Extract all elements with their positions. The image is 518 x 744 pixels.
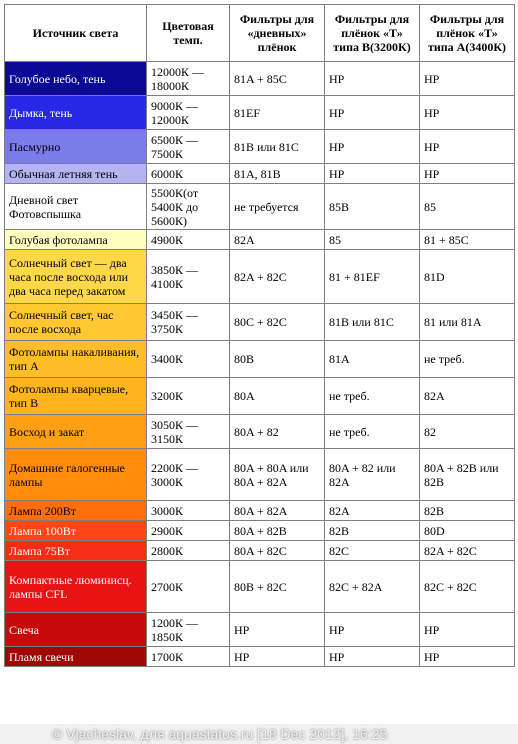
table-row xyxy=(5,415,515,449)
type-b-filter-cell: 82B xyxy=(325,521,420,541)
type-a-filter-cell: НР xyxy=(420,130,515,164)
daylight-filter-cell: 82A xyxy=(230,230,325,250)
type-a-filter-cell: 82B xyxy=(420,501,515,521)
watermark: © Vjacheslav, для aquastatus.ru [18 Dec 2012], 16:25 xyxy=(0,724,518,744)
daylight-filter-cell: 81A, 81B xyxy=(230,164,325,184)
color-temperature-cell: 3050К — 3150К xyxy=(147,415,230,449)
light-source-cell: Фотолампы накаливания, тип А xyxy=(5,341,147,378)
light-source-cell: Солнечный свет, час после восхода xyxy=(5,304,147,341)
type-b-filter-cell: 82C xyxy=(325,541,420,561)
daylight-filter-cell: 80A xyxy=(230,378,325,415)
table-row xyxy=(5,62,515,96)
type-b-filter-cell: НР xyxy=(325,613,420,647)
table-row xyxy=(5,230,515,250)
light-source-cell: Голубое небо, тень xyxy=(5,62,147,96)
daylight-filter-cell: 80B xyxy=(230,341,325,378)
daylight-filter-cell: не требуется xyxy=(230,184,325,230)
type-a-filter-cell: 82A xyxy=(420,378,515,415)
daylight-filter-cell: 80A + 82B xyxy=(230,521,325,541)
type-a-filter-cell: 81D xyxy=(420,250,515,304)
table-row xyxy=(5,561,515,613)
type-a-filter-cell: 80A + 82B или 82B xyxy=(420,449,515,501)
table-row xyxy=(5,378,515,415)
header-row xyxy=(5,5,515,62)
color-temperature-cell: 3200К xyxy=(147,378,230,415)
color-temperature-cell: 3450К — 3750К xyxy=(147,304,230,341)
daylight-filter-cell: 82A + 82C xyxy=(230,250,325,304)
type-a-filter-cell: 82A + 82C xyxy=(420,541,515,561)
table-row xyxy=(5,164,515,184)
light-source-cell: Компактные люминисц. лампы CFL xyxy=(5,561,147,613)
daylight-filter-cell: 80A + 82C xyxy=(230,541,325,561)
type-a-filter-cell: 85 xyxy=(420,184,515,230)
table-row xyxy=(5,541,515,561)
table-row xyxy=(5,130,515,164)
type-b-filter-cell: 82A xyxy=(325,501,420,521)
daylight-filter-cell: 80A + 80A или 80A + 82A xyxy=(230,449,325,501)
table-row xyxy=(5,521,515,541)
light-source-cell: Дневной свет Фотовспышка xyxy=(5,184,147,230)
light-source-cell: Домашние галогенные лампы xyxy=(5,449,147,501)
type-a-filter-cell: 82C + 82C xyxy=(420,561,515,613)
light-source-cell: Лампа 75Вт xyxy=(5,541,147,561)
header-color-temperature: Цветовая темп. xyxy=(147,5,230,62)
header-type-b-film-filters: Фильтры для плёнок «Т» типа В(3200К) xyxy=(325,5,420,62)
type-b-filter-cell: НР xyxy=(325,96,420,130)
type-a-filter-cell: НР xyxy=(420,613,515,647)
light-source-cell: Пламя свечи xyxy=(5,647,147,667)
color-temperature-filter-table xyxy=(4,4,515,667)
light-source-cell: Восход и закат xyxy=(5,415,147,449)
daylight-filter-cell: НР xyxy=(230,613,325,647)
daylight-filter-cell: 81B или 81C xyxy=(230,130,325,164)
color-temperature-cell: 1700К xyxy=(147,647,230,667)
daylight-filter-cell: 81EF xyxy=(230,96,325,130)
type-b-filter-cell: 81A xyxy=(325,341,420,378)
light-source-cell: Лампа 200Вт xyxy=(5,501,147,521)
light-source-cell: Солнечный свет — два часа после восхода или два часа перед закатом xyxy=(5,250,147,304)
color-temperature-cell: 12000К — 18000К xyxy=(147,62,230,96)
color-temperature-cell: 6000К xyxy=(147,164,230,184)
table-row xyxy=(5,501,515,521)
type-b-filter-cell: 80A + 82 или 82A xyxy=(325,449,420,501)
daylight-filter-cell: НР xyxy=(230,647,325,667)
type-a-filter-cell: 81 + 85C xyxy=(420,230,515,250)
type-b-filter-cell: 81B или 81C xyxy=(325,304,420,341)
daylight-filter-cell: 80B + 82C xyxy=(230,561,325,613)
type-b-filter-cell: не треб. xyxy=(325,378,420,415)
light-source-cell: Обычная летняя тень xyxy=(5,164,147,184)
light-source-cell: Лампа 100Вт xyxy=(5,521,147,541)
type-a-filter-cell: НР xyxy=(420,647,515,667)
color-temperature-cell: 2200К — 3000К xyxy=(147,449,230,501)
type-b-filter-cell: НР xyxy=(325,62,420,96)
type-a-filter-cell: 82 xyxy=(420,415,515,449)
type-b-filter-cell: не треб. xyxy=(325,415,420,449)
type-b-filter-cell: НР xyxy=(325,130,420,164)
header-type-a-film-filters: Фильтры для плёнок «Т» типа А(3400К) xyxy=(420,5,515,62)
type-b-filter-cell: 85 xyxy=(325,230,420,250)
type-a-filter-cell: не треб. xyxy=(420,341,515,378)
light-source-cell: Голубая фотолампа xyxy=(5,230,147,250)
color-temperature-cell: 2800К xyxy=(147,541,230,561)
type-a-filter-cell: НР xyxy=(420,62,515,96)
color-temperature-cell: 2700К xyxy=(147,561,230,613)
table-row xyxy=(5,184,515,230)
type-a-filter-cell: 81 или 81A xyxy=(420,304,515,341)
header-daylight-film-filters: Фильтры для «дневных» плёнок xyxy=(230,5,325,62)
color-temperature-cell: 2900К xyxy=(147,521,230,541)
type-a-filter-cell: НР xyxy=(420,164,515,184)
light-source-cell: Свеча xyxy=(5,613,147,647)
color-temperature-cell: 5500К(от 5400К до 5600К) xyxy=(147,184,230,230)
type-b-filter-cell: 85B xyxy=(325,184,420,230)
color-temperature-cell: 9000К — 12000К xyxy=(147,96,230,130)
type-b-filter-cell: 82C + 82A xyxy=(325,561,420,613)
light-source-cell: Пасмурно xyxy=(5,130,147,164)
color-temperature-cell: 3850К — 4100К xyxy=(147,250,230,304)
color-temperature-cell: 1200К — 1850К xyxy=(147,613,230,647)
type-b-filter-cell: НР xyxy=(325,647,420,667)
type-a-filter-cell: НР xyxy=(420,96,515,130)
type-b-filter-cell: 81 + 81EF xyxy=(325,250,420,304)
type-b-filter-cell: НР xyxy=(325,164,420,184)
header-light-source: Источник света xyxy=(5,5,147,62)
daylight-filter-cell: 80C + 82C xyxy=(230,304,325,341)
table-row xyxy=(5,96,515,130)
table-row xyxy=(5,647,515,667)
color-temperature-cell: 4900К xyxy=(147,230,230,250)
table-row xyxy=(5,250,515,304)
light-source-cell: Фотолампы кварцевые, тип В xyxy=(5,378,147,415)
color-temperature-cell: 3000К xyxy=(147,501,230,521)
table-row xyxy=(5,613,515,647)
color-temperature-cell: 6500К — 7500К xyxy=(147,130,230,164)
table-row xyxy=(5,341,515,378)
daylight-filter-cell: 81A + 85C xyxy=(230,62,325,96)
light-source-cell: Дымка, тень xyxy=(5,96,147,130)
daylight-filter-cell: 80A + 82 xyxy=(230,415,325,449)
daylight-filter-cell: 80A + 82A xyxy=(230,501,325,521)
table-row xyxy=(5,304,515,341)
table-row xyxy=(5,449,515,501)
color-temperature-cell: 3400К xyxy=(147,341,230,378)
type-a-filter-cell: 80D xyxy=(420,521,515,541)
